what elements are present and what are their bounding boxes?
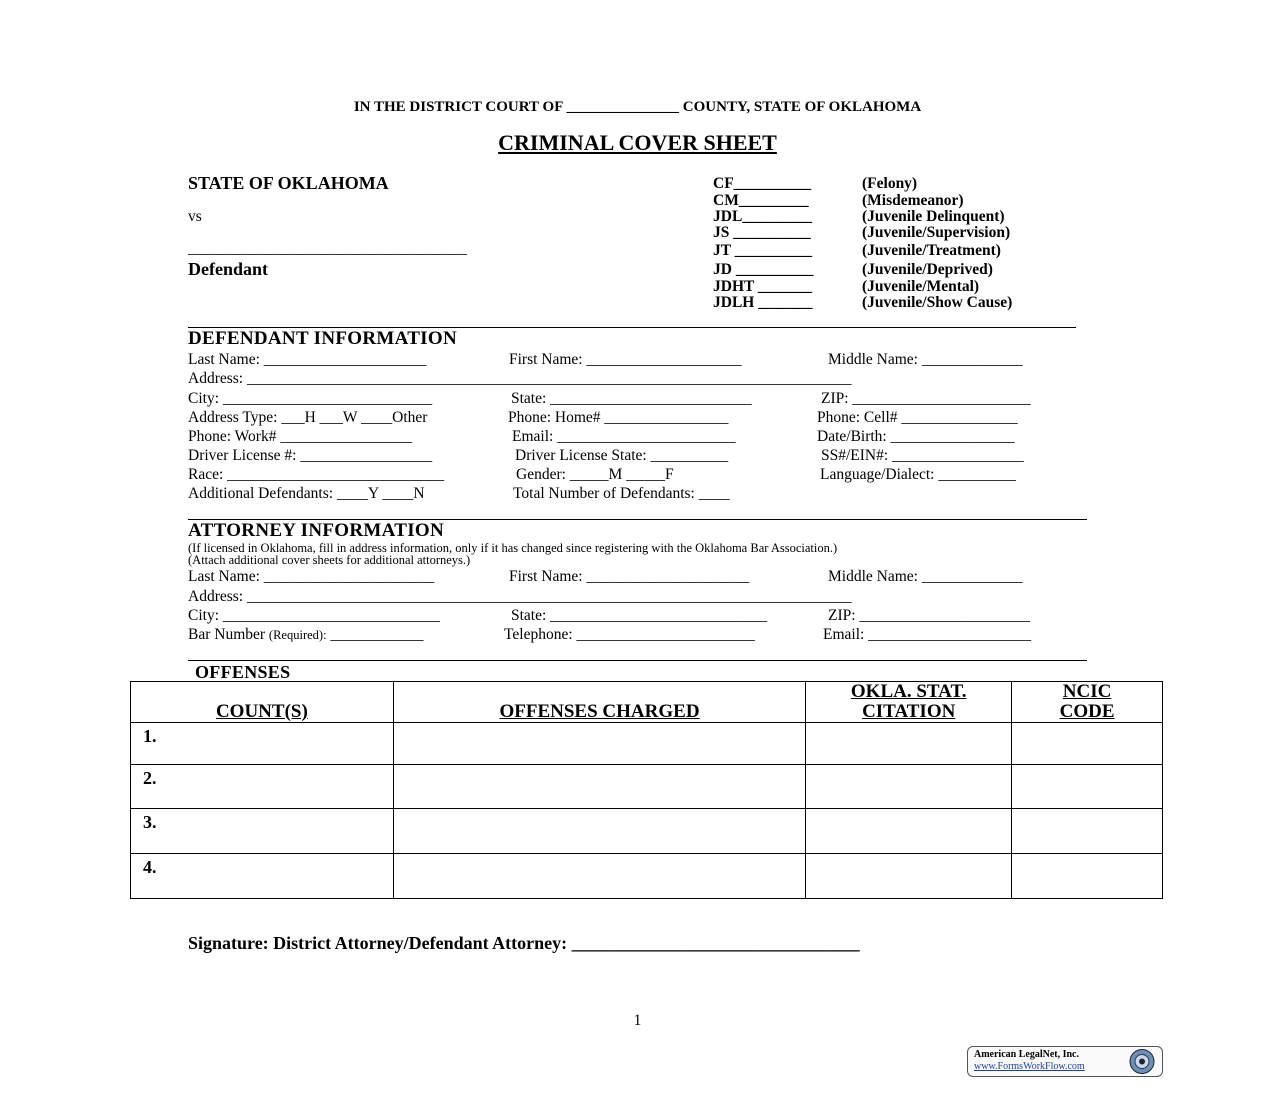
col-counts: COUNT(S) xyxy=(131,682,394,723)
count-cell[interactable]: 2. xyxy=(131,765,394,809)
ssn-field[interactable]: SS#/EIN#: _________________ xyxy=(821,447,1024,464)
citation-cell[interactable] xyxy=(806,809,1012,854)
gender-field[interactable]: Gender: _____M _____F xyxy=(516,466,674,483)
driver-license-field[interactable]: Driver License #: _________________ xyxy=(188,447,433,464)
ncic-cell[interactable] xyxy=(1012,854,1163,899)
case-type-desc: (Felony) xyxy=(862,175,918,192)
defendant-city-field[interactable]: City: ___________________________ xyxy=(188,390,433,407)
defendant-state-field[interactable]: State: __________________________ xyxy=(511,390,752,407)
case-type-desc: (Juvenile/Show Cause) xyxy=(862,294,1013,311)
defendant-last-name-field[interactable]: Last Name: _____________________ xyxy=(188,351,427,368)
citation-cell[interactable] xyxy=(806,723,1012,765)
table-row xyxy=(131,854,1163,899)
case-type-code[interactable]: JDL_________ xyxy=(713,208,813,225)
offense-cell[interactable] xyxy=(393,765,806,809)
case-type-desc: (Juvenile/Mental) xyxy=(862,278,980,295)
attorney-last-name-field[interactable]: Last Name: ______________________ xyxy=(188,568,435,585)
table-row xyxy=(131,809,1163,854)
page-title: CRIMINAL COVER SHEET xyxy=(498,130,777,155)
attorney-note: (Attach additional cover sheets for additional attorneys.) xyxy=(188,553,471,567)
defendant-address-field[interactable]: Address: ______________________________________________________________________________ xyxy=(188,370,852,387)
defendant-label: Defendant xyxy=(188,259,268,279)
case-type-code[interactable]: JDLH _______ xyxy=(713,294,813,311)
race-field[interactable]: Race: ____________________________ xyxy=(188,466,445,483)
attorney-middle-name-field[interactable]: Middle Name: _____________ xyxy=(828,568,1023,585)
signature-field[interactable]: Signature: District Attorney/Defendant Attorney: ________________________________ xyxy=(188,933,860,953)
footer-company: American LegalNet, Inc. xyxy=(974,1049,1079,1060)
plaintiff-name: STATE OF OKLAHOMA xyxy=(188,173,389,193)
offense-cell[interactable] xyxy=(393,854,806,899)
attorney-address-field[interactable]: Address: ______________________________________________________________________________ xyxy=(188,588,852,605)
bar-number-label: Bar Number xyxy=(188,626,266,643)
table-row xyxy=(131,765,1163,809)
attorney-email-field[interactable]: Email: _____________________ xyxy=(823,626,1031,643)
table-row xyxy=(131,723,1163,765)
attorney-first-name-field[interactable]: First Name: _____________________ xyxy=(509,568,750,585)
language-field[interactable]: Language/Dialect: __________ xyxy=(820,466,1016,483)
case-type-desc: (Juvenile/Supervision) xyxy=(862,224,1011,241)
defendant-name-field[interactable]: ____________________________________ xyxy=(188,240,467,257)
bar-number-blank[interactable]: ____________ xyxy=(330,626,424,643)
offense-cell[interactable] xyxy=(393,723,806,765)
dob-field[interactable]: Date/Birth: ________________ xyxy=(817,428,1015,445)
ncic-cell[interactable] xyxy=(1012,723,1163,765)
defendant-middle-name-field[interactable]: Middle Name: _____________ xyxy=(828,351,1023,368)
case-type-code[interactable]: JT __________ xyxy=(713,242,813,259)
court-line: IN THE DISTRICT COURT OF _______________ COUNTY, STATE OF OKLAHOMA xyxy=(353,99,922,115)
phone-cell-field[interactable]: Phone: Cell# _______________ xyxy=(817,409,1018,426)
col-ncic-line2: CODE xyxy=(1059,701,1115,722)
count-cell[interactable]: 4. xyxy=(131,854,394,899)
globe-icon xyxy=(1125,1048,1159,1075)
address-type-field[interactable]: Address Type: ___H ___W ____Other xyxy=(188,409,428,426)
col-okla-stat-citation xyxy=(806,682,1012,723)
page-number: 1 xyxy=(633,1012,642,1029)
case-type-desc: (Misdemeanor) xyxy=(862,192,964,209)
attorney-state-field[interactable]: State: ____________________________ xyxy=(511,607,768,624)
col-ncic-line1: NCIC xyxy=(1062,681,1112,702)
defendant-first-name-field[interactable]: First Name: ____________________ xyxy=(509,351,742,368)
col-okla-stat-line2: CITATION xyxy=(862,701,956,722)
divider xyxy=(188,660,1087,661)
attorney-city-field[interactable]: City: ____________________________ xyxy=(188,607,440,624)
case-type-code[interactable]: JD __________ xyxy=(713,261,814,278)
phone-work-field[interactable]: Phone: Work# _________________ xyxy=(188,428,413,445)
count-cell[interactable]: 1. xyxy=(131,723,394,765)
vs-label: vs xyxy=(188,208,202,225)
offenses-table xyxy=(130,681,1163,899)
footer-logo xyxy=(967,1046,1163,1077)
attorney-telephone-field[interactable]: Telephone: _______________________ xyxy=(504,626,755,643)
col-offenses-charged: OFFENSES CHARGED xyxy=(393,682,806,723)
offense-cell[interactable] xyxy=(393,809,806,854)
case-type-code[interactable]: CM_________ xyxy=(713,192,809,209)
attorney-info-heading: ATTORNEY INFORMATION xyxy=(188,520,445,541)
citation-cell[interactable] xyxy=(806,854,1012,899)
driver-license-state-field[interactable]: Driver License State: __________ xyxy=(515,447,729,464)
bar-number-field[interactable] xyxy=(188,626,423,644)
case-type-desc: (Juvenile Delinquent) xyxy=(862,208,1005,225)
col-okla-stat-line1: OKLA. STAT. xyxy=(850,681,967,702)
ncic-cell[interactable] xyxy=(1012,765,1163,809)
defendant-zip-field[interactable]: ZIP: _______________________ xyxy=(821,390,1031,407)
offenses-header-row xyxy=(131,682,1163,723)
count-cell[interactable]: 3. xyxy=(131,809,394,854)
attorney-zip-field[interactable]: ZIP: ______________________ xyxy=(828,607,1030,624)
case-type-code[interactable]: JS __________ xyxy=(713,224,811,241)
case-type-desc: (Juvenile/Treatment) xyxy=(862,242,1001,259)
case-type-code[interactable]: CF__________ xyxy=(713,175,812,192)
additional-defendants-field[interactable]: Additional Defendants: ____Y ____N xyxy=(188,485,425,502)
ncic-cell[interactable] xyxy=(1012,809,1163,854)
citation-cell[interactable] xyxy=(806,765,1012,809)
case-type-code[interactable]: JDHT _______ xyxy=(713,278,813,295)
offenses-heading: OFFENSES xyxy=(195,662,291,682)
col-ncic-code xyxy=(1012,682,1163,723)
phone-home-field[interactable]: Phone: Home# ________________ xyxy=(508,409,729,426)
bar-required-label: (Required): xyxy=(268,628,327,642)
defendant-email-field[interactable]: Email: _______________________ xyxy=(512,428,736,445)
case-type-desc: (Juvenile/Deprived) xyxy=(862,261,993,278)
defendant-info-heading: DEFENDANT INFORMATION xyxy=(188,328,457,349)
attorney-note: (If licensed in Oklahoma, fill in address information, only if it has changed since registering with the Oklahoma Bar Association.) xyxy=(188,541,838,555)
total-defendants-field[interactable]: Total Number of Defendants: ____ xyxy=(513,485,730,502)
footer-url-link[interactable]: www.FormsWorkFlow.com xyxy=(974,1061,1085,1072)
